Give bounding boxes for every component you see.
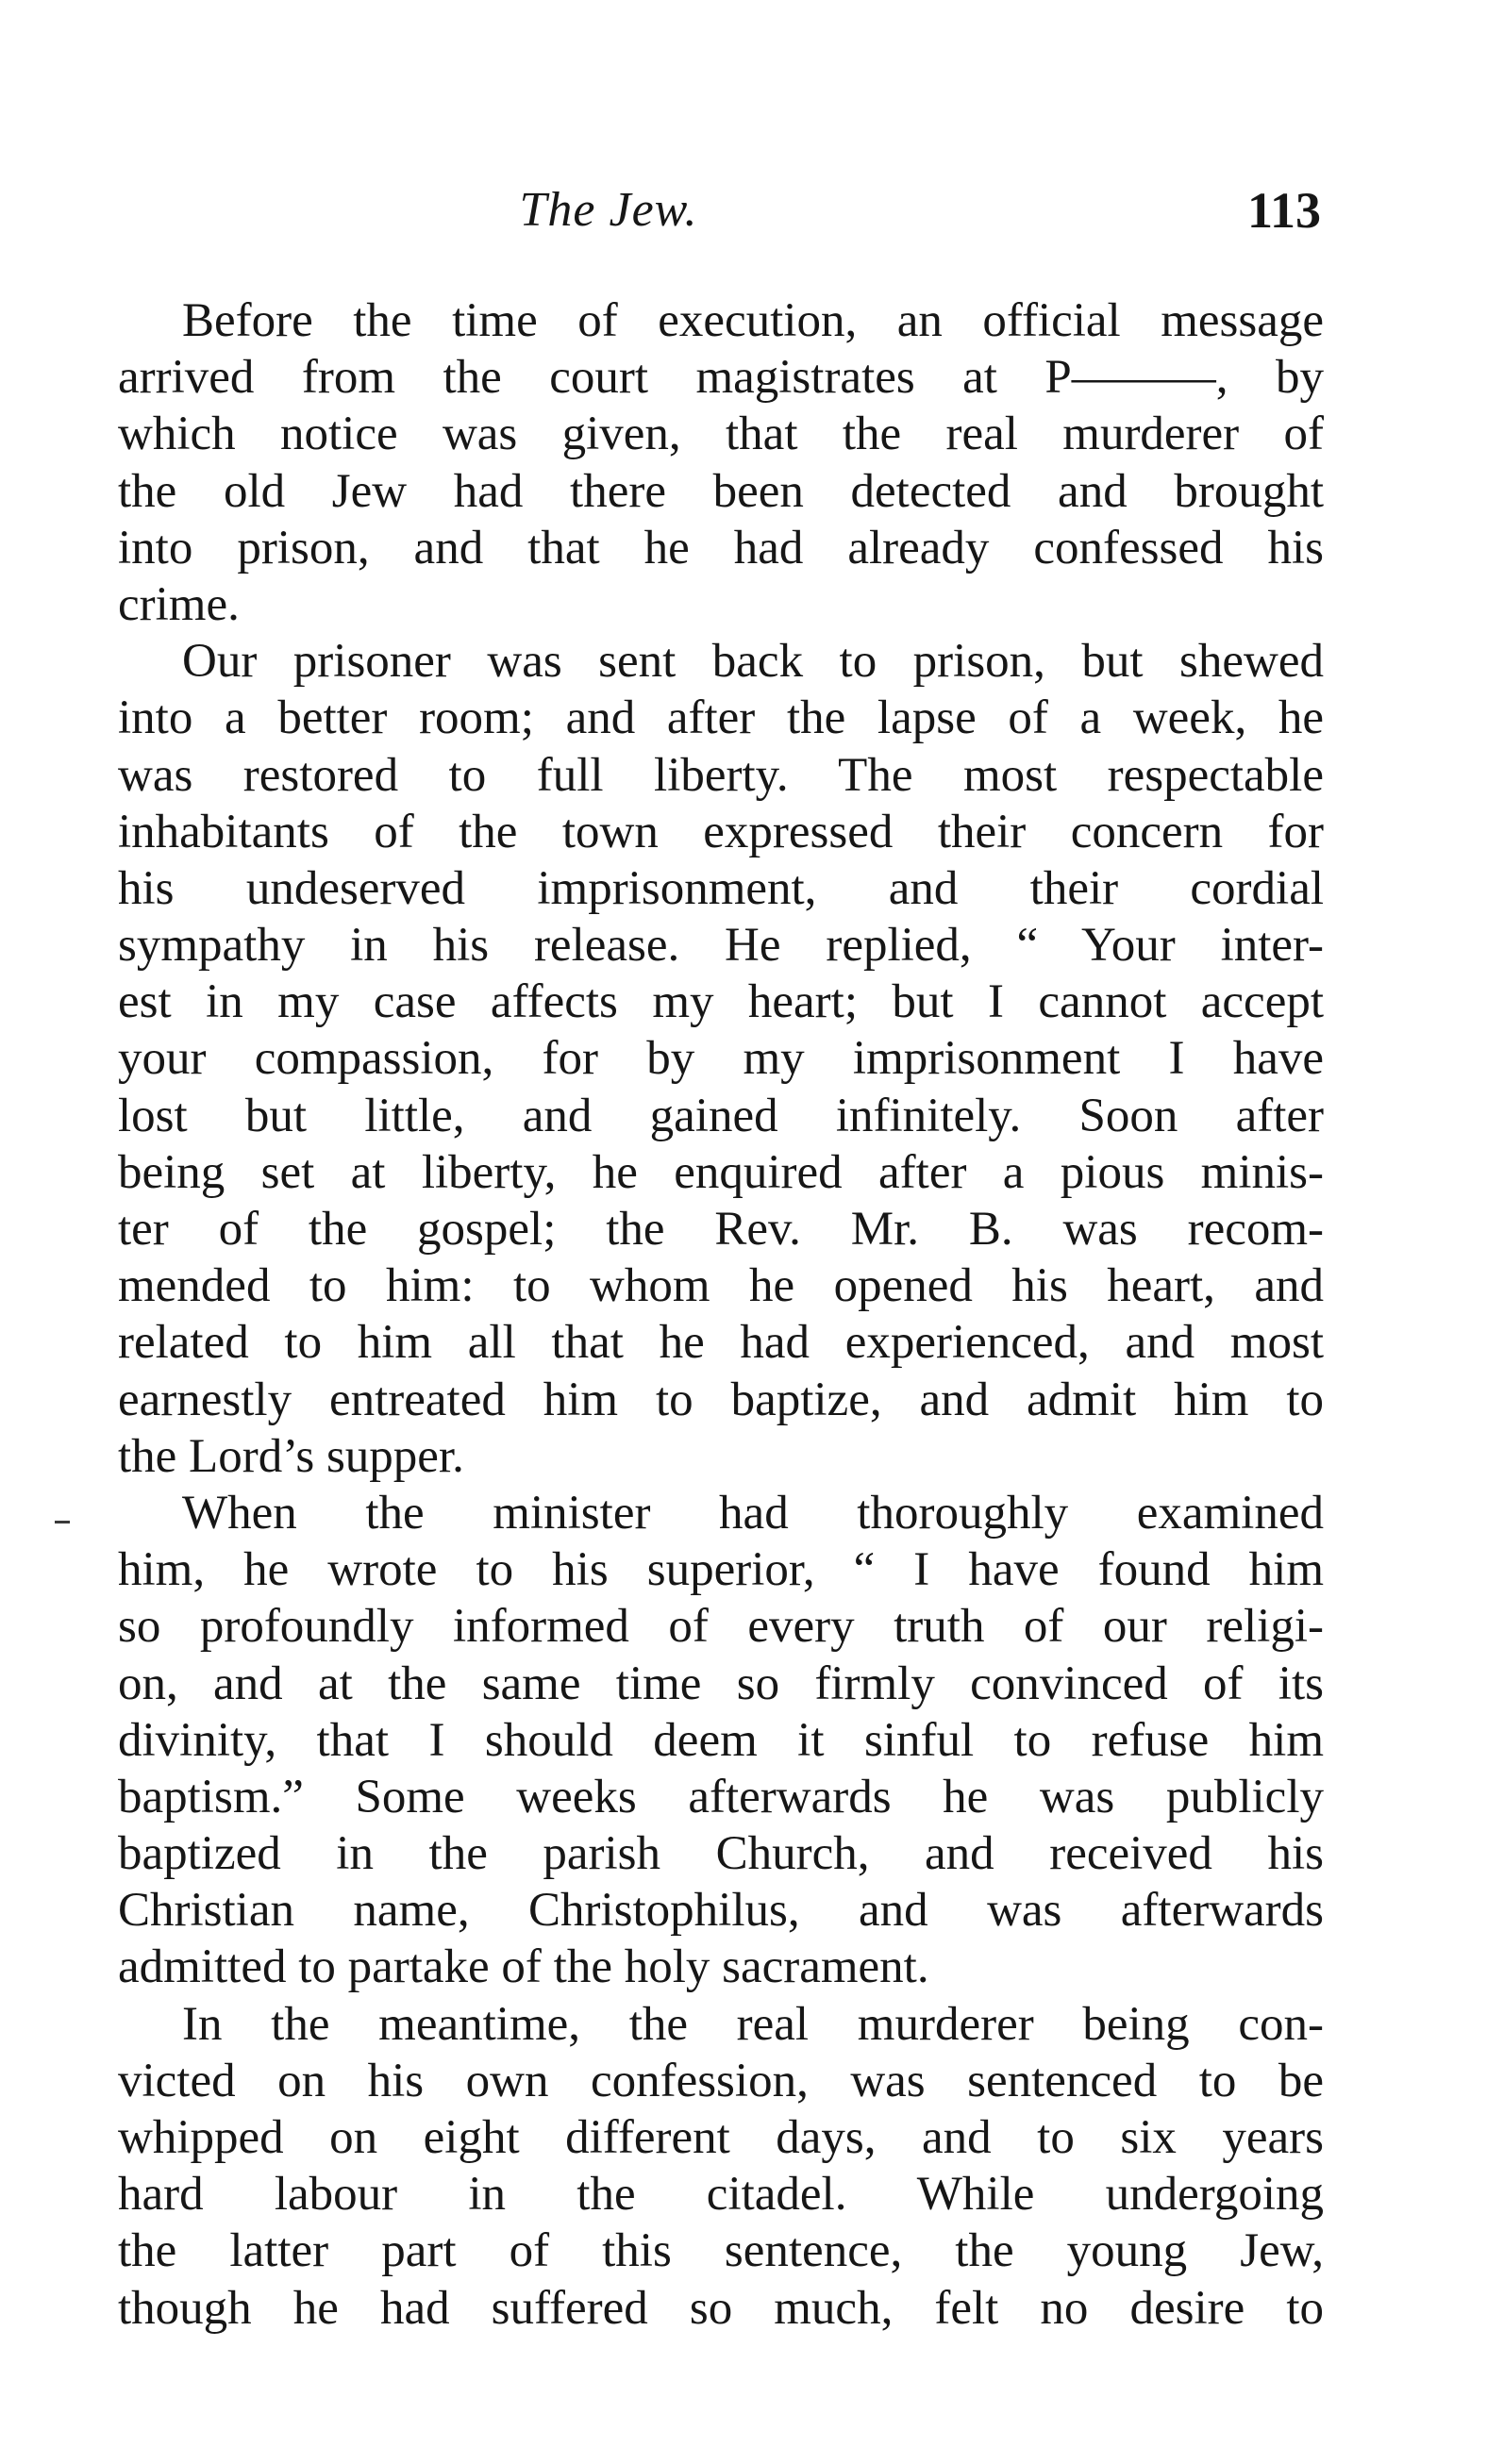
text-line: Before the time of execution, an official message bbox=[182, 294, 1324, 347]
text-line: into prison, and that he had already confessed his bbox=[118, 521, 1324, 574]
text-line: your compassion, for by my imprisonment I have bbox=[118, 1032, 1324, 1086]
text-line: Our prisoner was sent back to prison, but shewed bbox=[182, 635, 1324, 689]
body-text bbox=[118, 292, 1324, 2337]
text-line: mended to him: to whom he opened his heart, and bbox=[118, 1259, 1324, 1313]
text-line: him, he wrote to his superior, “ I have found him bbox=[118, 1543, 1324, 1597]
text-line: admitted to partake of the holy sacrament. bbox=[118, 1940, 929, 1994]
text-line: earnestly entreated him to baptize, and admit him to bbox=[118, 1373, 1324, 1426]
text-line: was restored to full liberty. The most respectable bbox=[118, 748, 1324, 802]
text-line: crime. bbox=[118, 577, 240, 631]
text-line: being set at liberty, he enquired after a pious minis- bbox=[118, 1145, 1324, 1199]
text-line: arrived from the court magistrates at P———, by bbox=[118, 351, 1324, 405]
text-line: the old Jew had there been detected and brought bbox=[118, 464, 1324, 518]
paragraph bbox=[118, 1485, 1324, 1996]
text-line: divinity, that I should deem it sinful to refuse him bbox=[118, 1713, 1324, 1767]
text-line: the latter part of this sentence, the young Jew, bbox=[118, 2224, 1324, 2278]
text-line: into a better room; and after the lapse of a week, he bbox=[118, 691, 1324, 745]
text-line: whipped on eight different days, and to six years bbox=[118, 2111, 1324, 2164]
text-line: sympathy in his release. He replied, “ Your inter- bbox=[118, 919, 1324, 973]
text-line: baptism.” Some weeks afterwards he was publicly bbox=[118, 1770, 1324, 1823]
paragraph bbox=[118, 633, 1324, 1485]
text-line: so profoundly informed of every truth of our religi- bbox=[118, 1600, 1324, 1654]
text-line: inhabitants of the town expressed their concern for bbox=[118, 805, 1324, 858]
text-line: the Lord’s supper. bbox=[118, 1429, 464, 1483]
text-line: his undeserved imprisonment, and their cordial bbox=[118, 861, 1324, 915]
text-line: hard labour in the citadel. While undergoing bbox=[118, 2168, 1324, 2222]
text-line: When the minister had thoroughly examined bbox=[182, 1486, 1324, 1540]
text-line: victed on his own confession, was sentenced to be bbox=[118, 2054, 1324, 2107]
paragraph bbox=[118, 1996, 1324, 2337]
margin-mark bbox=[55, 1521, 70, 1523]
text-line: on, and at the same time so firmly convinced of its bbox=[118, 1657, 1324, 1710]
text-line: though he had suffered so much, felt no desire to bbox=[118, 2281, 1324, 2335]
running-header bbox=[0, 177, 1487, 243]
text-line: which notice was given, that the real murderer of bbox=[118, 408, 1324, 461]
text-line: ter of the gospel; the Rev. Mr. B. was recom- bbox=[118, 1203, 1324, 1256]
paragraph bbox=[118, 292, 1324, 633]
text-line: baptized in the parish Church, and received his bbox=[118, 1827, 1324, 1881]
text-line: est in my case affects my heart; but I cannot accept bbox=[118, 975, 1324, 1029]
text-line: Christian name, Christophilus, and was afterwards bbox=[118, 1884, 1324, 1938]
text-line: In the meantime, the real murderer being con- bbox=[182, 1997, 1324, 2051]
running-title: The Jew. bbox=[519, 183, 698, 237]
text-line: related to him all that he had experienced, and most bbox=[118, 1316, 1324, 1370]
page-number: 113 bbox=[1246, 182, 1321, 239]
text-line: lost but little, and gained infinitely. Soon after bbox=[118, 1089, 1324, 1142]
